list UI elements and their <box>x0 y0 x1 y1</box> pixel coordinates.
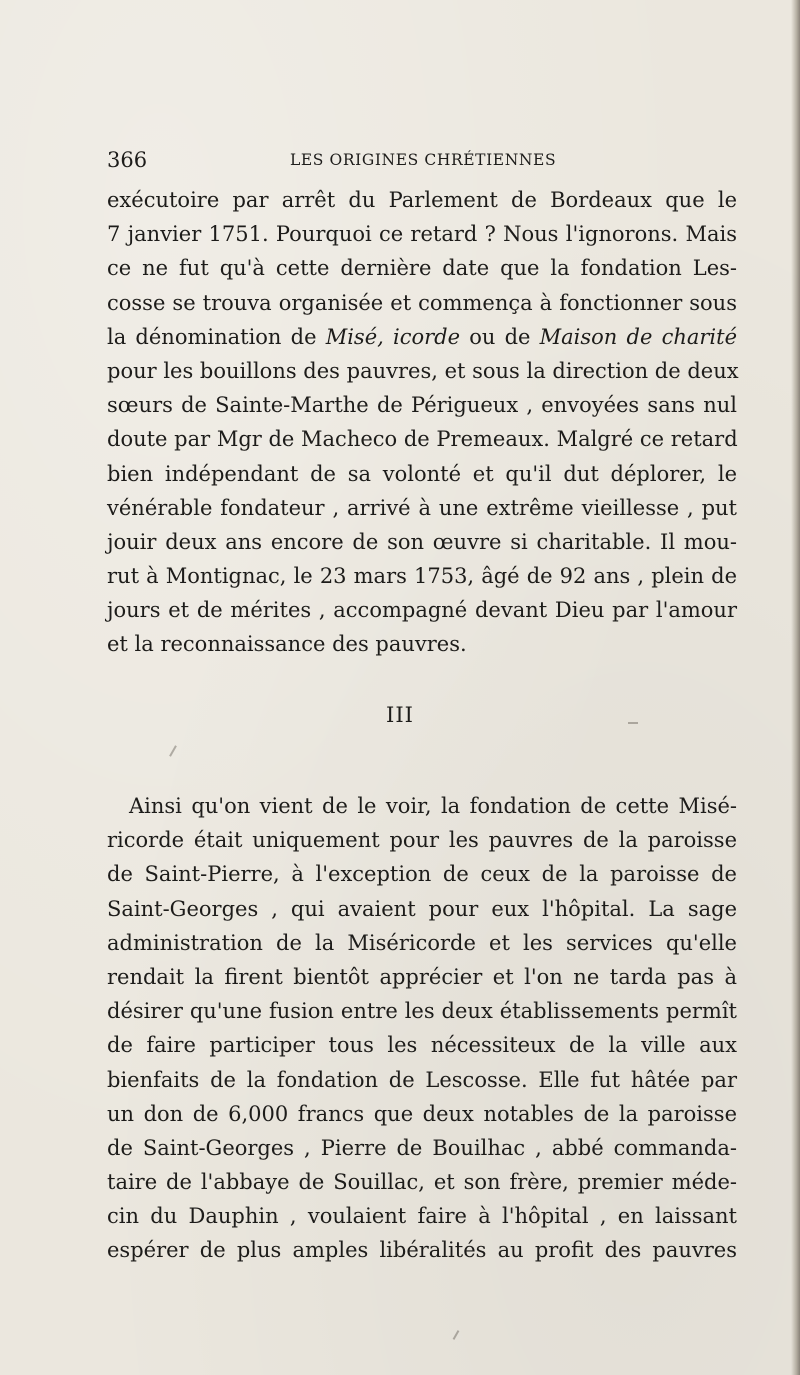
section-heading: III <box>386 703 414 727</box>
text-line: vénérable fondateur , arrivé à une extrême vieillesse , put <box>107 495 737 520</box>
text-line: rendait la firent bientôt apprécier et l'on ne tarda pas à <box>107 964 737 989</box>
text-run: la dénomination de <box>107 324 326 349</box>
running-title: LES ORIGINES CHRÉTIENNES <box>290 151 557 169</box>
paragraph-1 <box>107 183 737 662</box>
text-line: désirer qu'une fusion entre les deux établissements permît <box>107 999 737 1024</box>
text-line: rut à Montignac, le 23 mars 1753, âgé de 92 ans , plein de <box>107 564 737 589</box>
page-edge-shadow <box>791 0 800 1375</box>
italic-term-maison-de-charite: Maison de charité <box>539 324 737 349</box>
paragraph-2 <box>107 789 737 1268</box>
text-line: espérer de plus amples libéralités au profit des pauvres <box>107 1238 737 1263</box>
text-line: pour les bouillons des pauvres, et sous la direction de deux <box>107 358 739 383</box>
paper-speck <box>169 745 177 756</box>
text-line: ce ne fut qu'à cette dernière date que la fondation Les- <box>107 256 737 281</box>
text-line: bienfaits de la fondation de Lescosse. Elle fut hâtée par <box>107 1067 737 1092</box>
text-line: ricorde était uniquement pour les pauvres de la paroisse <box>107 828 737 853</box>
text-run: ou de <box>460 324 540 349</box>
text-line: de Saint-Georges , Pierre de Bouilhac , abbé commanda- <box>107 1135 737 1160</box>
text-line: et la reconnaissance des pauvres. <box>107 632 467 657</box>
paper-speck <box>628 722 638 724</box>
text-line: 7 janvier 1751. Pourquoi ce retard ? Nous l'ignorons. Mais <box>107 222 737 247</box>
text-line: bien indépendant de sa volonté et qu'il dut déplorer, le <box>107 461 737 486</box>
text-line: administration de la Miséricorde et les services qu'elle <box>107 930 737 955</box>
text-line: exécutoire par arrêt du Parlement de Bordeaux que le <box>107 188 737 212</box>
text-line: jouir deux ans encore de son œuvre si charitable. Il mou- <box>107 529 737 554</box>
text-line: taire de l'abbaye de Souillac, et son frère, premier méde- <box>107 1170 737 1195</box>
text-line: un don de 6,000 francs que deux notables de la paroisse <box>107 1101 737 1126</box>
text-line-with-italics <box>107 320 737 354</box>
text-line: Saint-Georges , qui avaient pour eux l'hôpital. La sage <box>107 896 737 921</box>
page-number: 366 <box>107 148 148 172</box>
text-line: sœurs de Sainte-Marthe de Périgueux , envoyées sans nul <box>107 393 737 418</box>
text-line: cin du Dauphin , voulaient faire à l'hôpital , en laissant <box>107 1204 737 1229</box>
italic-term-misericorde: Misé, icorde <box>325 324 461 349</box>
text-line: jours et de mérites , accompagné devant Dieu par l'amour <box>107 598 737 623</box>
text-line: de Saint-Pierre, à l'exception de ceux de la paroisse de <box>107 862 737 887</box>
text-line: Ainsi qu'on vient de le voir, la fondation de cette Misé- <box>129 794 737 818</box>
text-line: doute par Mgr de Macheco de Premeaux. Malgré ce retard <box>107 427 738 452</box>
text-line: cosse se trouva organisée et commença à fonctionner sous <box>107 290 737 315</box>
page-header <box>107 145 737 175</box>
text-line: de faire participer tous les nécessiteux de la ville aux <box>107 1033 737 1058</box>
paper-speck <box>453 1330 460 1340</box>
